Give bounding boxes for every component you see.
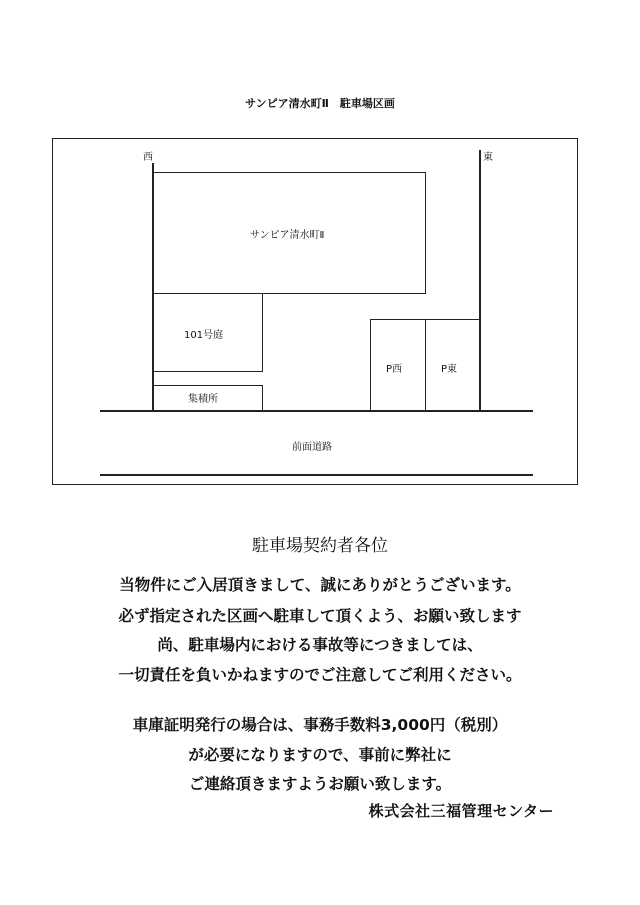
notice-line: 必ず指定された区画へ駐車して頂くよう、お願い致します xyxy=(118,607,522,625)
notice-line: 一切責任を負いかねますのでご注意してご利用ください。 xyxy=(118,666,522,684)
notice-line: が必要になりますので、事前に弊社に xyxy=(188,746,452,764)
east-label: 東 xyxy=(483,152,493,163)
notice-line: ご連絡頂きますようお願い致します。 xyxy=(188,775,452,793)
road-edge-top xyxy=(100,410,533,412)
notice-line: 当物件にご入居頂きまして、誠にありがとうございます。 xyxy=(119,576,521,594)
collection-label: 集積所 xyxy=(188,394,218,405)
notice-line: 尚、駐車場内における事故等につきましては、 xyxy=(157,636,483,654)
parking-west-label: P西 xyxy=(386,364,403,375)
parking-east-label: P東 xyxy=(441,364,458,375)
garden-label: 101号庭 xyxy=(184,330,224,341)
map-title: サンピア清水町Ⅱ 駐車場区画 xyxy=(245,97,395,110)
building-label: サンピア清水町Ⅱ xyxy=(250,230,325,241)
company-name: 株式会社三福管理センター xyxy=(368,802,554,820)
road-edge-bottom xyxy=(100,474,533,476)
notice-heading: 駐車場契約者各位 xyxy=(252,536,388,556)
west-label: 西 xyxy=(143,152,153,163)
road-label: 前面道路 xyxy=(292,442,332,453)
notice-line: 車庫証明発行の場合は、事務手数料3,000円（税別） xyxy=(132,716,508,734)
